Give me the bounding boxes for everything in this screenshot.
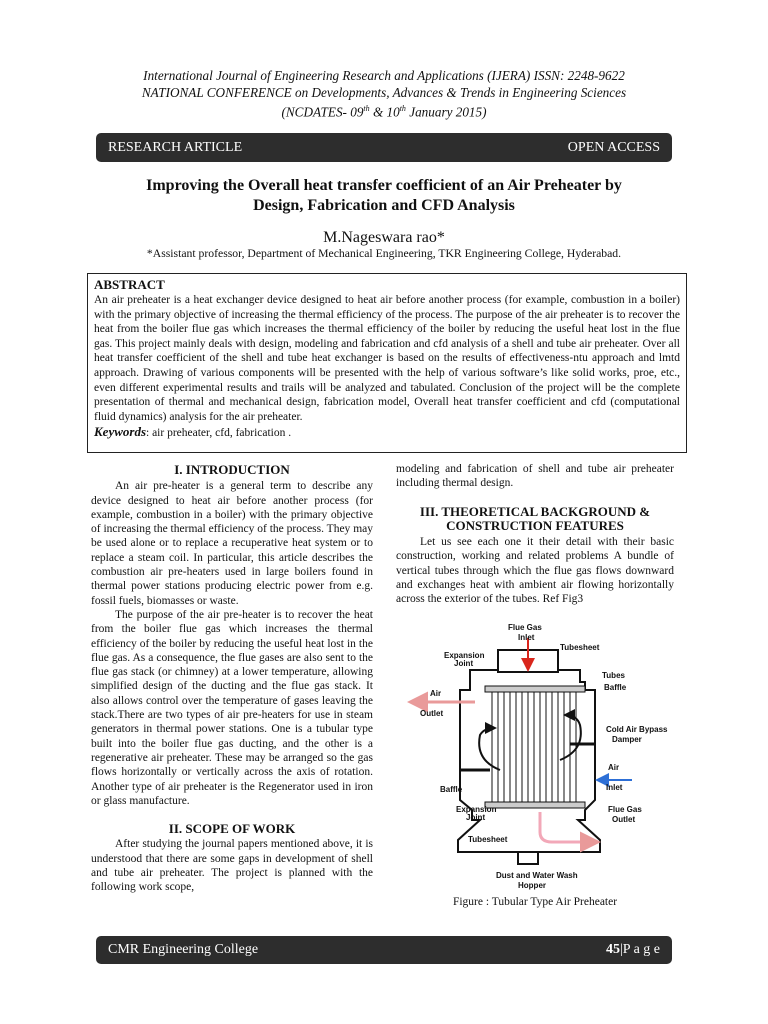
left-column (91, 462, 373, 895)
page-number (606, 942, 660, 958)
label-air-inlet-1: Air (608, 763, 620, 772)
author-affiliation: *Assistant professor, Department of Mechanical Engineering, TKR Engineering College, Hyderabad. (146, 247, 622, 260)
introduction-paragraph-2: The purpose of the air pre-heater is to recover the heat from the boiler flue gas which increases the thermal efficiency of the boiler by reducing the useful heat lost in the flue gas. As a consequence, the flue gases are also sent to the flue gas stack (or chimney) at a lower temperature, allowing simplified design of the ducting and the flue gas stack. It also allows control over the temperature of gases leaving the stack.There are two types of air pre-heaters for use in steam generators in thermal power stations. One is a tubular type built into the boiler flue gas ducting, and the other is a regenerative air preheater. These may be arranged so the gas flows horizontally or vertically across the axis of rotation. Another type of air preheater is the Regenerator used in iron or glass manufacture. (91, 608, 373, 807)
label-flue-gas-inlet-2: Inlet (518, 633, 535, 642)
label-hopper-2: Hopper (518, 881, 546, 890)
theory-paragraph: Let us see each one it their detail with their basic construction, working and related problems A bundle of vertical tubes through which the flue gas flows downward and exchanges heat with ambient air flowing horizontally across the exterior of the tubes. Ref Fig3 (396, 536, 674, 606)
journal-name: International Journal of Engineering Research and Applications (IJERA) ISSN: 2248-9622 (143, 68, 625, 83)
title-line-1: Improving the Overall heat transfer coefficient of an Air Preheater by (146, 177, 622, 194)
label-baffle-top: Baffle (604, 683, 627, 692)
keywords-label: Keywords (94, 424, 146, 440)
scope-paragraph: After studying the journal papers mentioned above, it is understood that there are some gaps in development of shell and tube air preheater. The project is planned with the following work scope, (91, 838, 373, 894)
label-expansion-joint-b2: Joint (466, 813, 486, 822)
abstract-heading: ABSTRACT (94, 277, 165, 292)
label-tubesheet-top: Tubesheet (560, 643, 600, 652)
label-expansion-joint-1: Expansion (444, 651, 485, 660)
theory-heading (396, 505, 674, 534)
label-air-outlet-1: Air (430, 689, 442, 698)
title-line-2: Design, Fabrication and CFD Analysis (253, 197, 515, 214)
introduction-paragraph-1: An air pre-heater is a general term to describe any device designed to heat air before another process (for example, combustion in a boiler) with the primary objective of increasing the thermal efficiency of the process. They may be used alone or to replace a recuperative heat system or to replace a steam coil. In particular, this article describes the combustion air pre-heaters used in large boilers found in thermal power stations producing electric power from e.g. fossil fuels, biomasses or waste. (91, 480, 373, 607)
tubular-air-preheater-figure (400, 620, 672, 892)
theory-heading-line-1: III. THEORETICAL BACKGROUND & (419, 503, 651, 519)
label-expansion-joint-2: Joint (454, 659, 474, 668)
label-baffle-bottom: Baffle (440, 785, 463, 794)
keywords-list: : air preheater, cfd, fabrication . (146, 427, 292, 440)
label-air-inlet-2: Inlet (606, 783, 623, 792)
abstract-text: An air preheater is a heat exchanger device designed to heat air before another process (for example, combustion in a boiler) with the primary objective of increasing the thermal efficiency of the process. The purpose of the air preheater is to recover the heat from the boiler flue gas which increases the thermal efficiency of the boiler by reducing the useful heat lost in the flue gas. This project mainly deals with design, modeling and fabrication and cfd analysis of a shell and tube air preheater. Over all heat transfer coefficient of the shell and tube heat exchanger is based on the results of effectiveness-ntu approach and lmtd approach. Drawing of various components will be presented with the help of various software’s like solid works, proe, etc., even different experimental results and trails will be analyzed and tabulated. Conclusion of the project will be the complete presentation of thermal and mechanical design, fabrication model, Overall heat transfer coefficient and cfd (computational fluid dynamics) analysis for the air preheater. (94, 294, 680, 423)
label-bypass-2: Damper (612, 735, 642, 744)
figure-caption: Figure : Tubular Type Air Preheater (452, 896, 618, 908)
tubesheet-top (485, 686, 585, 692)
right-column-continuation: modeling and fabrication of shell and tube air preheater including thermal design. (396, 463, 674, 490)
open-access-label: OPEN ACCESS (567, 139, 660, 155)
label-flue-gas-inlet-1: Flue Gas (508, 623, 542, 632)
paper-title (96, 176, 672, 216)
page-suffix: |P a g e (620, 942, 660, 957)
preheater-shell (458, 670, 600, 852)
label-expansion-joint-b1: Expansion (456, 805, 497, 814)
page-number-value: 45 (606, 942, 620, 957)
label-flue-gas-outlet-2: Outlet (612, 815, 636, 824)
label-hopper-1: Dust and Water Wash (496, 871, 578, 880)
label-flue-gas-outlet-1: Flue Gas (608, 805, 642, 814)
introduction-heading: I. INTRODUCTION (174, 462, 290, 477)
conference-dates: (NCDATES- 09th & 10th January 2015) (281, 104, 487, 120)
research-article-label: RESEARCH ARTICLE (108, 139, 243, 155)
scope-heading: II. SCOPE OF WORK (168, 821, 296, 837)
footer-institution: CMR Engineering College (108, 942, 259, 957)
article-type-banner (96, 133, 672, 162)
conference-name: NATIONAL CONFERENCE on Developments, Advances & Trends in Engineering Sciences (141, 84, 627, 100)
author-name: M.Nageswara rao* (323, 229, 445, 246)
hopper-outlet (518, 852, 538, 864)
right-column (396, 462, 674, 607)
abstract-box (87, 273, 687, 453)
page-footer (96, 936, 672, 964)
tubesheet-bottom (485, 802, 585, 808)
journal-header (0, 68, 768, 121)
label-tubes: Tubes (602, 671, 625, 680)
label-bypass-1: Cold Air Bypass (606, 725, 668, 734)
label-tubesheet-bottom: Tubesheet (468, 835, 508, 844)
keywords (94, 425, 680, 441)
theory-heading-line-2: CONSTRUCTION FEATURES (446, 517, 624, 533)
label-air-outlet-2: Outlet (420, 709, 444, 718)
